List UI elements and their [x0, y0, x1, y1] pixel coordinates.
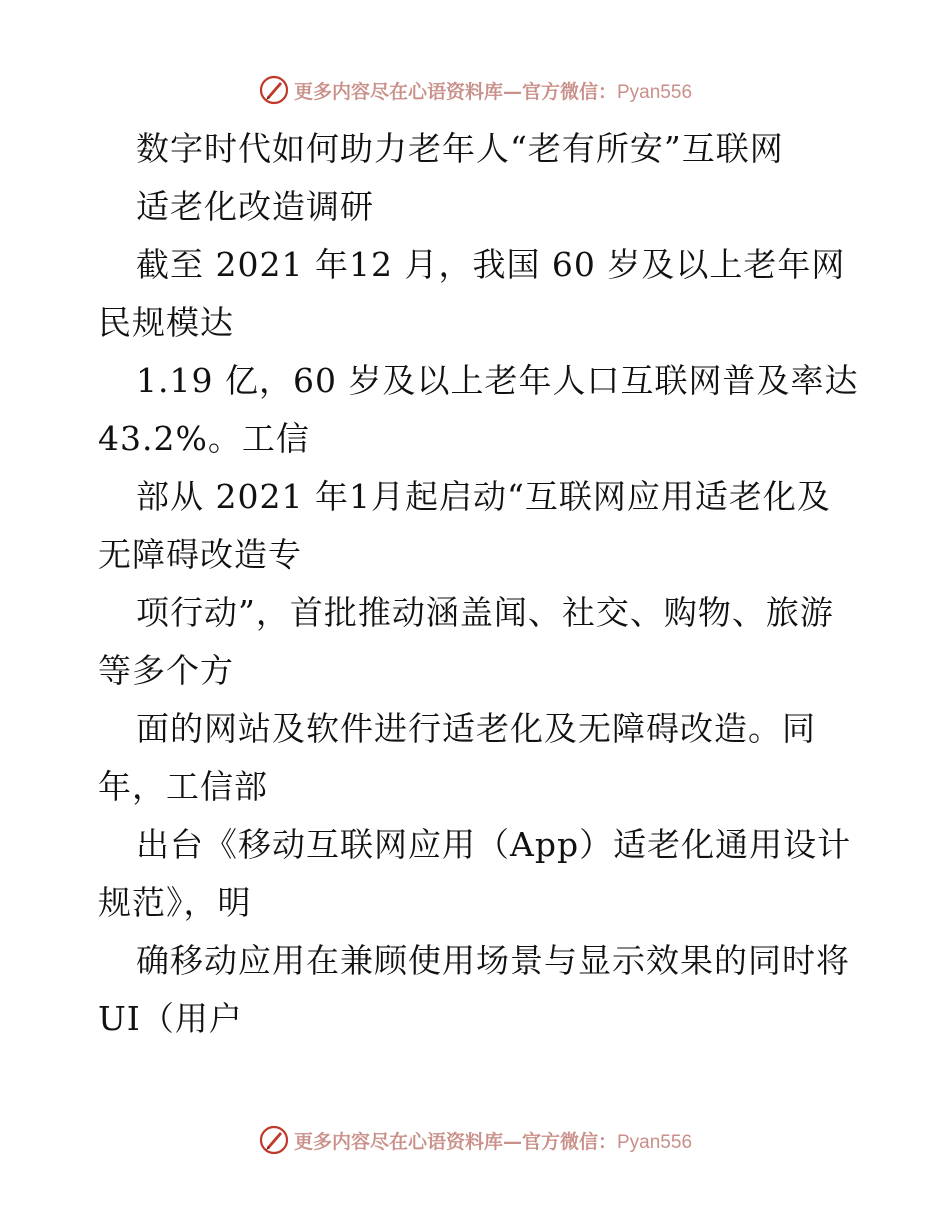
text-line: 项行动”，首批推动涵盖闻、社交、购物、旅游 — [136, 593, 834, 632]
wechat-id: Pyan556 — [617, 81, 693, 103]
banner-text: 更多内容尽在心语资料库—官方微信：Pyan556 — [293, 80, 693, 103]
text-line: 年，工信部 — [98, 767, 268, 806]
banner-text: 更多内容尽在心语资料库—官方微信：Pyan556 — [293, 1130, 693, 1153]
quill-pen-logo-icon — [258, 1124, 290, 1156]
text-line: 出台《移动互联网应用（App）适老化通用设计 — [136, 825, 852, 864]
text-line: 等多个方 — [98, 651, 234, 690]
header-banner — [0, 70, 950, 110]
text-line: 规范》，明 — [98, 883, 252, 922]
text-line: 43.2%。工信 — [98, 419, 310, 458]
text-line: UI（用户 — [98, 999, 243, 1038]
text-line: 部从 2021 年1月起启动“互联网应用适老化及 — [136, 477, 831, 516]
quill-pen-logo-icon — [258, 74, 290, 106]
wechat-id: Pyan556 — [617, 1131, 693, 1153]
text-line: 无障碍改造专 — [98, 535, 302, 574]
text-line: 适老化改造调研 — [136, 187, 374, 226]
text-line: 1.19 亿，60 岁及以上老年人口互联网普及率达 — [136, 361, 858, 400]
text-line: 数字时代如何助力老年人“老有所安”互联网 — [136, 129, 784, 168]
text-line: 确移动应用在兼顾使用场景与显示效果的同时将 — [136, 941, 850, 980]
text-line: 民规模达 — [98, 303, 234, 342]
footer-banner — [0, 1120, 950, 1160]
text-line: 截至 2021 年12 月，我国 60 岁及以上老年网 — [136, 245, 846, 284]
document-body — [98, 120, 858, 1048]
text-line: 面的网站及软件进行适老化及无障碍改造。同 — [136, 709, 816, 748]
